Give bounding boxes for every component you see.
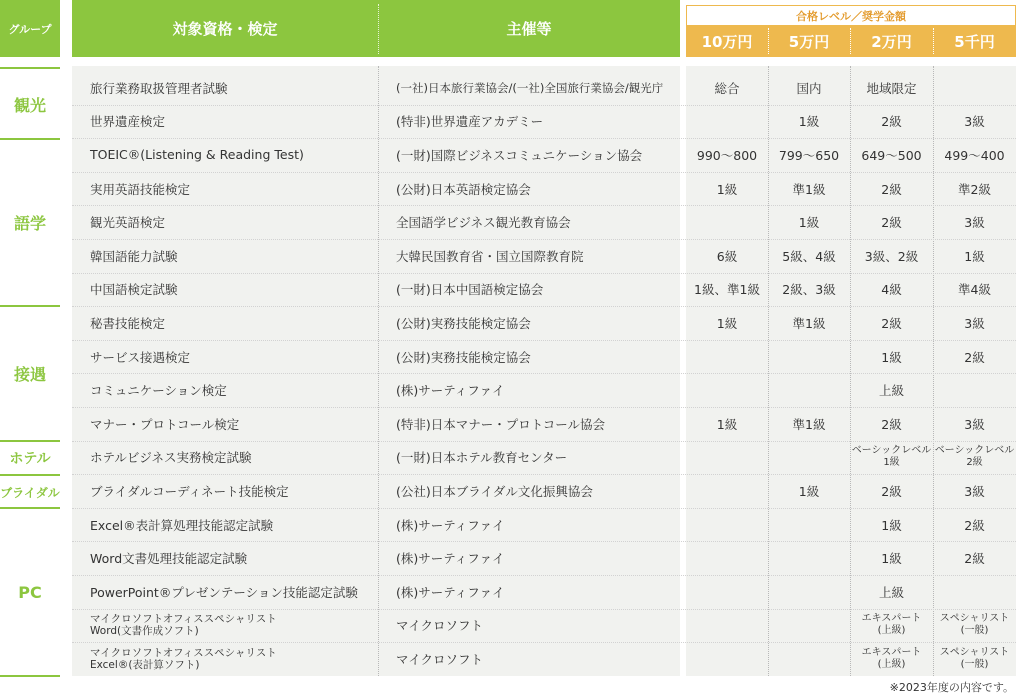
level-cell: 2級 [964,517,985,533]
level-cell: 990～800 [696,147,758,163]
level-cell: 3級 [964,483,985,499]
level-cell: 上級 [878,383,904,399]
qualification-name: コミュニケーション検定 [90,383,227,399]
level-cell: 国内 [796,80,822,96]
organizer-name: (公財)日本英語検定協会 [396,181,531,197]
level-cell [850,609,933,643]
header-qualification: 対象資格・検定 [72,0,378,57]
qualification-name: 世界遺産検定 [90,114,166,130]
level-line: 1級 [883,457,900,469]
level-cell [850,642,933,676]
level-cell [686,441,768,475]
level-cell: 2級 [881,483,902,499]
level-cell: 4級 [881,282,902,298]
header-amount-5sen: 5千円 [933,25,1016,57]
column-divider [378,66,379,676]
level-cell [686,541,768,575]
level-line: (上級) [877,625,906,637]
level-cell: 1級 [716,416,738,432]
level-line: ベーシックレベル [851,445,932,457]
group-divider [0,67,60,69]
level-cell: 3級 [964,215,985,231]
header-amount-2man: 2万円 [850,25,933,57]
level-cell: 2級 [964,551,985,567]
organizer-name: (株)サーティファイ [396,517,505,533]
qualification-name: 韓国語能力試験 [90,248,178,264]
qualification-name-line: Word(文書作成ソフト) [90,625,199,638]
level-line: ベーシックレベル [934,445,1015,457]
level-cell [686,105,768,139]
level-cell: 499～400 [944,147,1005,163]
qualification-name: ホテルビジネス実務検定試験 [90,450,252,466]
group-label-settai: 接遇 [13,364,46,384]
header-organizer: 主催等 [378,0,680,57]
organizer-name: (公社)日本ブライダル文化振興協会 [396,483,593,499]
level-cell: 1級 [881,551,902,567]
level-cell: 準1級 [792,181,826,197]
organizer-name: (特非)日本マナー・プロトコール協会 [396,416,606,432]
level-cell: 2級 [881,315,902,331]
level-cell: 1級 [798,215,820,231]
header-group: グループ [0,0,60,57]
group-label-bridal: ブライダル [0,485,60,500]
level-cell [686,508,768,542]
level-cell [933,642,1016,676]
level-cell: 1級 [881,517,902,533]
level-cell [933,373,1016,407]
organizer-name: マイクロソフト [396,651,484,667]
level-cell: 3級 [964,114,985,130]
header-amount-divider [933,28,934,54]
organizer-name: (一社)日本旅行業協会/(一社)全国旅行業協会/観光庁 [396,80,664,95]
qualification-name: PowerPoint®プレゼンテーション技能認定試験 [90,584,358,600]
level-cell: 上級 [878,584,904,600]
level-line: (一般) [960,658,989,670]
level-cell: 649～500 [861,147,922,163]
header-level-title: 合格レベル／奨学金額 [686,5,1016,25]
organizer-name: (株)サーティファイ [396,383,505,399]
level-line: 2級 [966,457,983,469]
level-cell: 1級 [798,114,820,130]
qualification-name [90,609,376,643]
organizer-name: (一財)日本ホテル教育センター [396,450,568,466]
level-cell [933,575,1016,609]
level-cell [686,373,768,407]
qualification-name: 中国語検定試験 [90,282,178,298]
qualification-name-line: マイクロソフトオフィススペシャリスト [90,613,277,626]
level-line: エキスパート [861,613,922,625]
qualification-name: 実用英語技能検定 [90,181,191,197]
level-cell [686,642,768,676]
level-cell: 1級、準1級 [694,282,760,298]
qualification-name: サービス接遇検定 [90,349,191,365]
organizer-name: (公財)実務技能検定協会 [396,349,531,365]
level-cell [768,642,850,676]
level-cell: 2級 [964,349,985,365]
level-cell: 準1級 [792,315,826,331]
qualification-name [90,642,376,676]
qualification-name-line: Excel®(表計算ソフト) [90,658,200,671]
level-line: スペシャリスト [939,613,1010,625]
qualification-name: Word文書処理技能認定試験 [90,551,248,567]
organizer-name: 大韓民国教育省・国立国際教育院 [396,248,584,264]
level-cell: 3級、2級 [864,248,919,264]
level-cell [768,441,850,475]
qualification-name: Excel®表計算処理技能認定試験 [90,517,274,533]
group-label-gogaku: 語学 [13,213,46,233]
level-cell: 2級 [881,416,902,432]
level-cell [850,441,933,475]
level-cell: 2級 [881,181,902,197]
level-cell: 6級 [716,248,738,264]
level-cell: 1級 [716,181,738,197]
level-cell [768,340,850,374]
qualification-name: TOEIC®(Listening & Reading Test) [90,147,304,163]
header-amount-divider [850,28,851,54]
qualification-name: 秘書技能検定 [90,315,166,331]
level-cell: 1級 [798,483,820,499]
group-label-pc: PC [18,582,42,602]
level-cell [686,205,768,239]
organizer-name: (特非)世界遺産アカデミー [396,114,544,130]
qualification-name: 観光英語検定 [90,215,166,231]
level-cell: 1級 [964,248,985,264]
level-line: (一般) [960,625,989,637]
level-cell [768,575,850,609]
level-cell: 準1級 [792,416,826,432]
qualification-name: ブライダルコーディネート技能検定 [90,483,289,499]
group-label-hotel: ホテル [9,451,51,467]
header-amount-divider [768,28,769,54]
level-cell: 2級、3級 [782,282,836,298]
level-cell [933,441,1016,475]
level-cell: 3級 [964,315,985,331]
organizer-name: (株)サーティファイ [396,551,505,567]
qualification-name: マナー・プロトコール検定 [90,416,240,432]
organizer-name: (一財)日本中国語検定協会 [396,282,544,298]
level-cell [768,373,850,407]
qualification-name-line: マイクロソフトオフィススペシャリスト [90,646,277,659]
organizer-name: (株)サーティファイ [396,584,505,600]
organizer-name: マイクロソフト [396,618,484,634]
level-cell: 総合 [714,80,740,96]
header-divider [378,4,379,54]
level-cell [686,609,768,643]
level-cell [768,541,850,575]
qualification-name: 旅行業務取扱管理者試験 [90,80,228,96]
level-cell: 1級 [881,349,902,365]
level-cell [686,474,768,508]
group-divider [0,675,60,677]
level-cell [686,575,768,609]
level-cell: 3級 [964,416,985,432]
level-cell: 準4級 [958,282,991,298]
level-cell: 5級、4級 [782,248,836,264]
level-cell: 2級 [881,215,902,231]
level-cell [768,609,850,643]
organizer-name: (一財)国際ビジネスコミュニケーション協会 [396,147,643,163]
level-line: エキスパート [861,646,922,658]
level-cell: 799～650 [778,147,840,163]
level-cell: 地域限定 [866,80,917,96]
organizer-name: 全国語学ビジネス観光教育協会 [396,215,571,231]
level-cell: 2級 [881,114,902,130]
level-line: スペシャリスト [939,646,1010,658]
level-line: (上級) [877,658,906,670]
level-cell: 1級 [716,315,738,331]
level-cell [933,609,1016,643]
group-label-kanko: 観光 [13,95,46,115]
footnote: ※2023年度の内容です。 [889,681,1014,694]
level-cell: 準2級 [958,181,991,197]
level-cell [933,71,1016,105]
level-cell [768,508,850,542]
level-cell [686,340,768,374]
header-amount-10man: 10万円 [686,25,768,57]
header-amount-5man: 5万円 [768,25,850,57]
organizer-name: (公財)実務技能検定協会 [396,315,531,331]
